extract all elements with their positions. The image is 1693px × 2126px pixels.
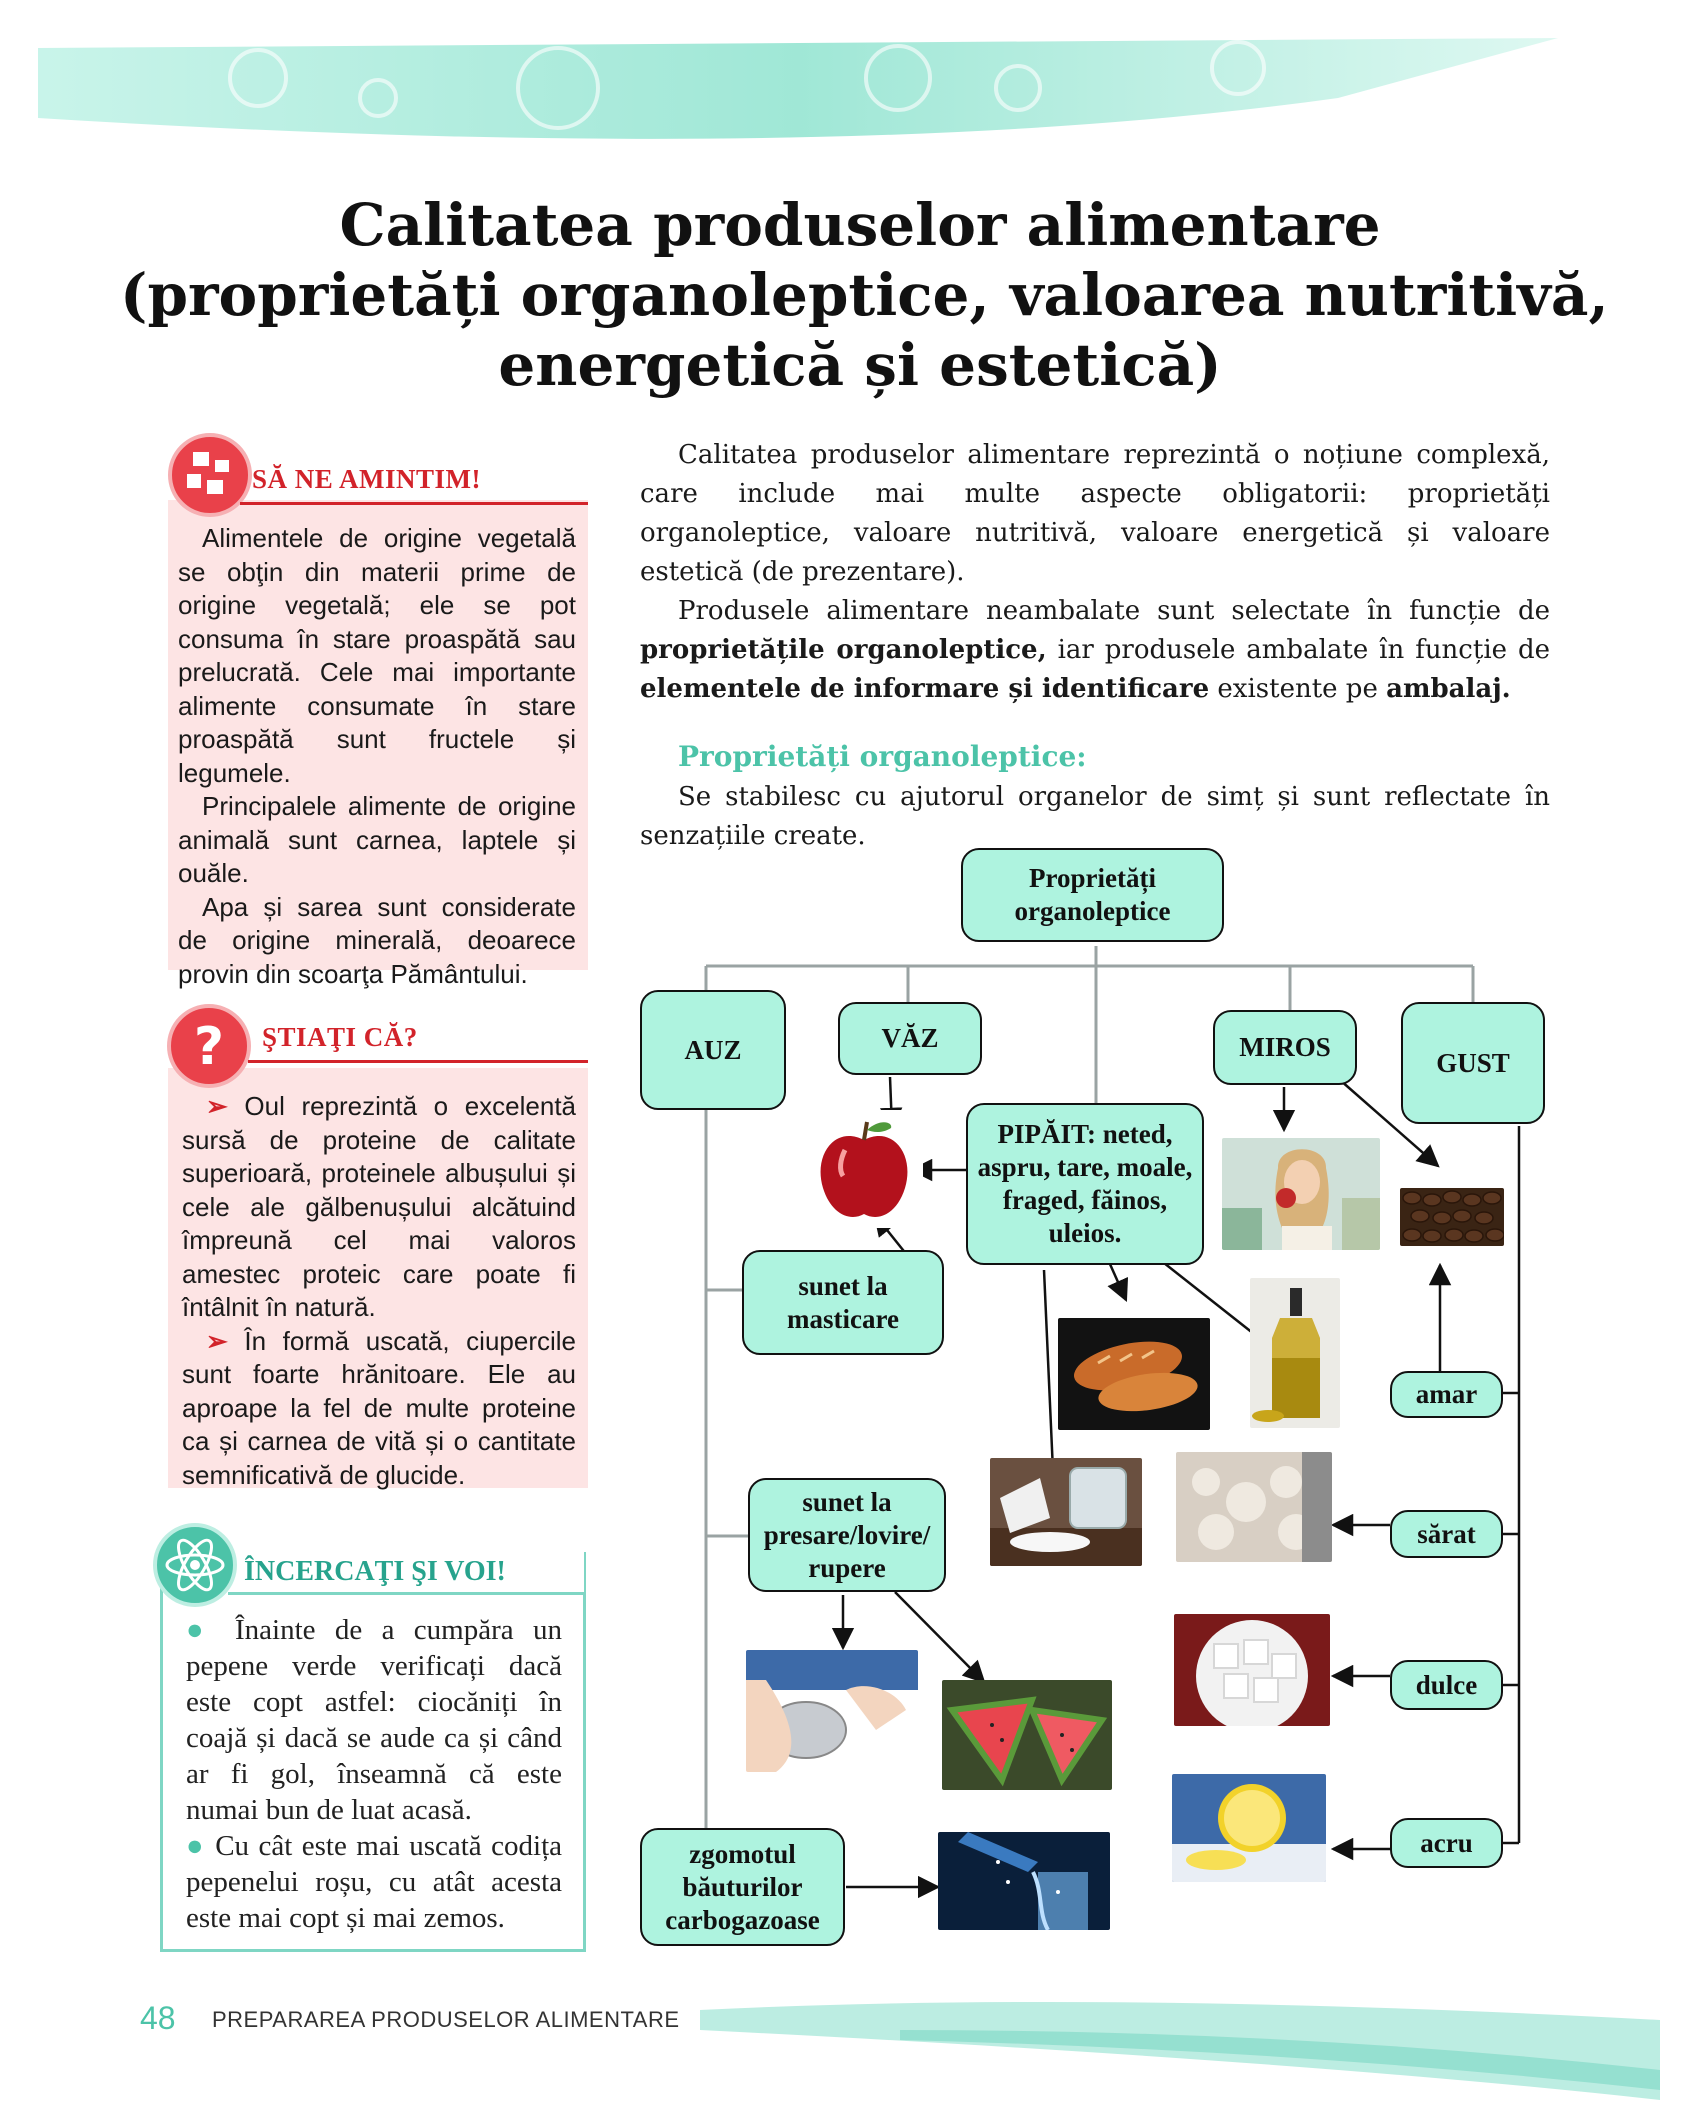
running-footer: PREPARAREA PRODUSELOR ALIMENTARE bbox=[212, 2007, 680, 2032]
page-number: 48 bbox=[140, 2000, 176, 2036]
try-it-item-1-text: Înainte de a cumpăra un pepene verde verificați dacă este copt astfel: ciocăniți în coajă și dacă se aude ca și când ar fi gol, înseamnă că este numai bun de luat acasă. bbox=[186, 1614, 562, 1826]
node-chewing-sound: sunet la masticare bbox=[742, 1250, 944, 1355]
try-it-item-2-text: Cu cât este mai uscată codița pepenelui roșu, cu atât acesta este mai copt și mai zemos. bbox=[186, 1830, 562, 1934]
main-paragraph-1: Calitatea produselor alimentare reprezintă o noțiune complexă, care include mai multe aspecte obligatorii: proprietăți organoleptice, valoare nutritivă, valoare energetică și valoare estetică (de prezentare). bbox=[640, 440, 1550, 587]
node-sour: acru bbox=[1390, 1818, 1503, 1868]
node-taste: GUST bbox=[1401, 1002, 1545, 1124]
main-paragraph-2-part: Produsele alimentare neambalate sunt selectate în funcție de bbox=[678, 596, 1550, 626]
remember-paragraph-1: Alimentele de origine vegetală se obţin din materii prime de origine vegetală; ele se pot consuma în stare proaspătă sau prelucrată. Cele mai importante alimente consumate în stare proaspătă sunt fructele și legumele. bbox=[178, 523, 576, 788]
organoleptic-subheading-text: Proprietăți organoleptice: bbox=[678, 740, 1087, 773]
did-you-know-heading: ŞTIAŢI CĂ? bbox=[262, 1022, 418, 1052]
dot-bullet-icon: ● bbox=[186, 1830, 216, 1862]
coffee-beans-image bbox=[1400, 1188, 1504, 1246]
remember-heading: SĂ NE AMINTIM! bbox=[252, 464, 482, 494]
node-pressing-sound: sunet la presare/lovire/ rupere bbox=[748, 1478, 946, 1592]
carbonated-drink-image bbox=[938, 1832, 1110, 1930]
main-bold-term: ambalaj. bbox=[1386, 674, 1511, 704]
title-line-3: energetică și estetică) bbox=[498, 331, 1222, 399]
watermelon-image bbox=[942, 1680, 1112, 1790]
title-line-1: Calitatea produselor alimentare bbox=[339, 191, 1381, 259]
arrow-bullet-icon: ➢ bbox=[206, 1091, 245, 1121]
node-touch: PIPĂIT: neted, aspru, tare, moale, fraged, făinos, uleios. bbox=[966, 1103, 1204, 1265]
svg-text:?: ? bbox=[193, 1017, 225, 1077]
try-it-heading: ÎNCERCAŢI ŞI VOI! bbox=[244, 1556, 506, 1587]
sugar-cubes-image bbox=[1174, 1614, 1330, 1726]
salt-image bbox=[1176, 1452, 1332, 1562]
main-paragraph-2-part: iar produsele ambalate în funcție de bbox=[1046, 635, 1550, 665]
remember-paragraph-3: Apa și sarea sunt considerate de origine minerală, deoarece provin din scoarţa Pământului. bbox=[178, 891, 576, 989]
apple-image bbox=[805, 1110, 923, 1228]
node-sight: VĂZ bbox=[838, 1002, 982, 1075]
title-line-2: (proprietăți organoleptice, valoarea nutritivă, bbox=[120, 261, 1609, 329]
node-carbonated-sound: zgomotul băuturilor carbogazoase bbox=[640, 1828, 845, 1946]
bread-image bbox=[1058, 1318, 1210, 1430]
node-hearing: AUZ bbox=[640, 990, 786, 1110]
lemon-image bbox=[1172, 1774, 1326, 1882]
node-organoleptic-properties: Proprietăți organoleptice bbox=[961, 848, 1224, 942]
main-paragraph-2-part: existente pe bbox=[1209, 674, 1387, 704]
node-salty: sărat bbox=[1390, 1510, 1503, 1558]
main-bold-term: proprietățile organoleptice, bbox=[640, 635, 1047, 665]
did-you-know-item-2-text: În formă uscată, ciupercile sunt foarte hrănitoare. Ele au aproape la fel de multe proteine ca și carnea de vită și o cantitate semnificativă de glucide. bbox=[182, 1325, 576, 1490]
node-smell: MIROS bbox=[1213, 1010, 1357, 1085]
can-opening-image bbox=[746, 1650, 918, 1772]
arrow-bullet-icon: ➢ bbox=[206, 1325, 245, 1356]
dot-bullet-icon: ● bbox=[186, 1614, 235, 1646]
node-sweet: dulce bbox=[1390, 1660, 1503, 1710]
flour-jar-image bbox=[990, 1458, 1142, 1566]
remember-paragraph-2: Principalele alimente de origine animală sunt carnea, laptele și ouăle. bbox=[178, 791, 576, 888]
woman-smelling-image bbox=[1222, 1138, 1380, 1250]
main-bold-term: elementele de informare și identificare bbox=[640, 674, 1210, 704]
main-paragraph-3: Se stabilesc cu ajutorul organelor de simț și sunt reflectate în senzațiile create. bbox=[640, 782, 1550, 851]
did-you-know-item-1-text: Oul reprezintă o excelentă sursă de proteine de calitate superioară, proteinele albușului și cele ale gălbenușului alcătuind împreună cel mai valoros amestec proteic care poate fi întâlnit în natură. bbox=[182, 1091, 576, 1322]
node-bitter: amar bbox=[1390, 1371, 1503, 1418]
oil-bottle-image bbox=[1250, 1278, 1340, 1428]
